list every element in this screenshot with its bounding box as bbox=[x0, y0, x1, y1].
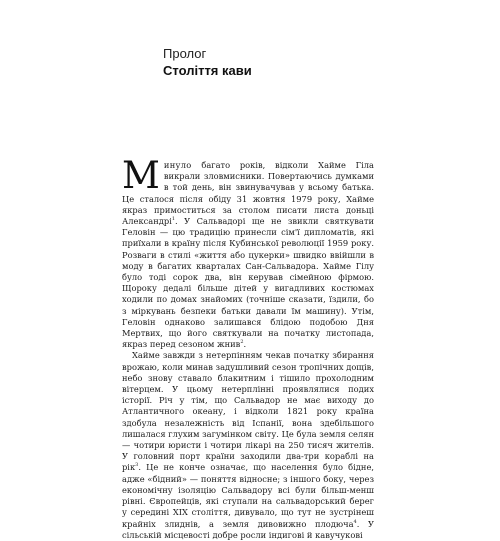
drop-cap: М bbox=[122, 154, 160, 197]
chapter-title: Століття кави bbox=[163, 63, 252, 78]
paragraph-text: . bbox=[243, 339, 247, 350]
body-text bbox=[122, 154, 374, 541]
paragraph-text: . У Сальвадорі ще не звикли святкувати Геловін — цю традицію принесли сім'ї дипломатів, які приїхали в країну після Кубинської революції 1959 року. Розваги в стилі «життя або цукерки» швидко ввійшли в моду в багатих кварталах Сан-Сальвадора. Хайме Гілу було тоді сорок два, він керував сімейною фірмою. Щороку дедалі більше дітей у вигадливих костюмах ходили по домах знайомих (точніше сказати, їздили, бо з міркувань безпеки батьки давали їм машину). Утім, Геловін однаково залишався блідою подобою Дня Мертвих, що його святкували на початку листопада, якраз перед сезоном жнив bbox=[122, 216, 374, 350]
paragraph-1 bbox=[122, 154, 374, 350]
paragraph-text: . У сільській місцевості добре росли індигові й кавучукові bbox=[122, 518, 374, 540]
paragraph-2 bbox=[122, 350, 374, 540]
footnote-marker[interactable]: 4 bbox=[353, 518, 357, 525]
paragraph-text: Хайме завжди з нетерпінням чекав початку збирання врожаю, коли минав задушливий сезон тропічних дощів, небо знову ставало блакитним і тішило прохолодним вітерцем. У цьому нетерплінні проявлялися подих історії. Річ у тім, що Сальвадор не має виходу до Атлантичного океану, і відколи 1821 року країна здобула незалежність від Іспанії, вона здебільшого лишалася глухим загумінком світу. Це була земля селян — чотири юристи і чотири лікарі на 250 тисяч жителів. У головний порт країни заходили два-три кораблі на рік bbox=[122, 350, 374, 473]
lead-word: инуло bbox=[163, 160, 192, 170]
footnote-marker[interactable]: 1 bbox=[171, 216, 176, 223]
footnote-marker[interactable]: 3 bbox=[135, 462, 139, 469]
paragraph-text: багато років, відколи Хайме Гіла викрали зловмисники. Повертаючись думками в той день, він звинувачував у всьому батька. Це сталося після обіду 31 жовтня 1979 року, Хайме якраз примоститься за столом писати листа доньці Александрі bbox=[122, 160, 374, 227]
paragraph-text: . Це не конче означає, що населення було бідне, адже «бідний» — поняття відносне; з іншого боку, через економічну ізоляцію Сальвадору всі були більш-менш рівні. Європейців, які ступали на сальвадорський берег у середині XIX століття, дивувало, що тут не зустрінеш крайніх злиднів, а земля дивовижно плодюча bbox=[122, 462, 374, 529]
footnote-marker[interactable]: 2 bbox=[240, 339, 244, 346]
chapter-heading bbox=[163, 46, 252, 80]
prologue-label: Пролог bbox=[163, 46, 207, 61]
